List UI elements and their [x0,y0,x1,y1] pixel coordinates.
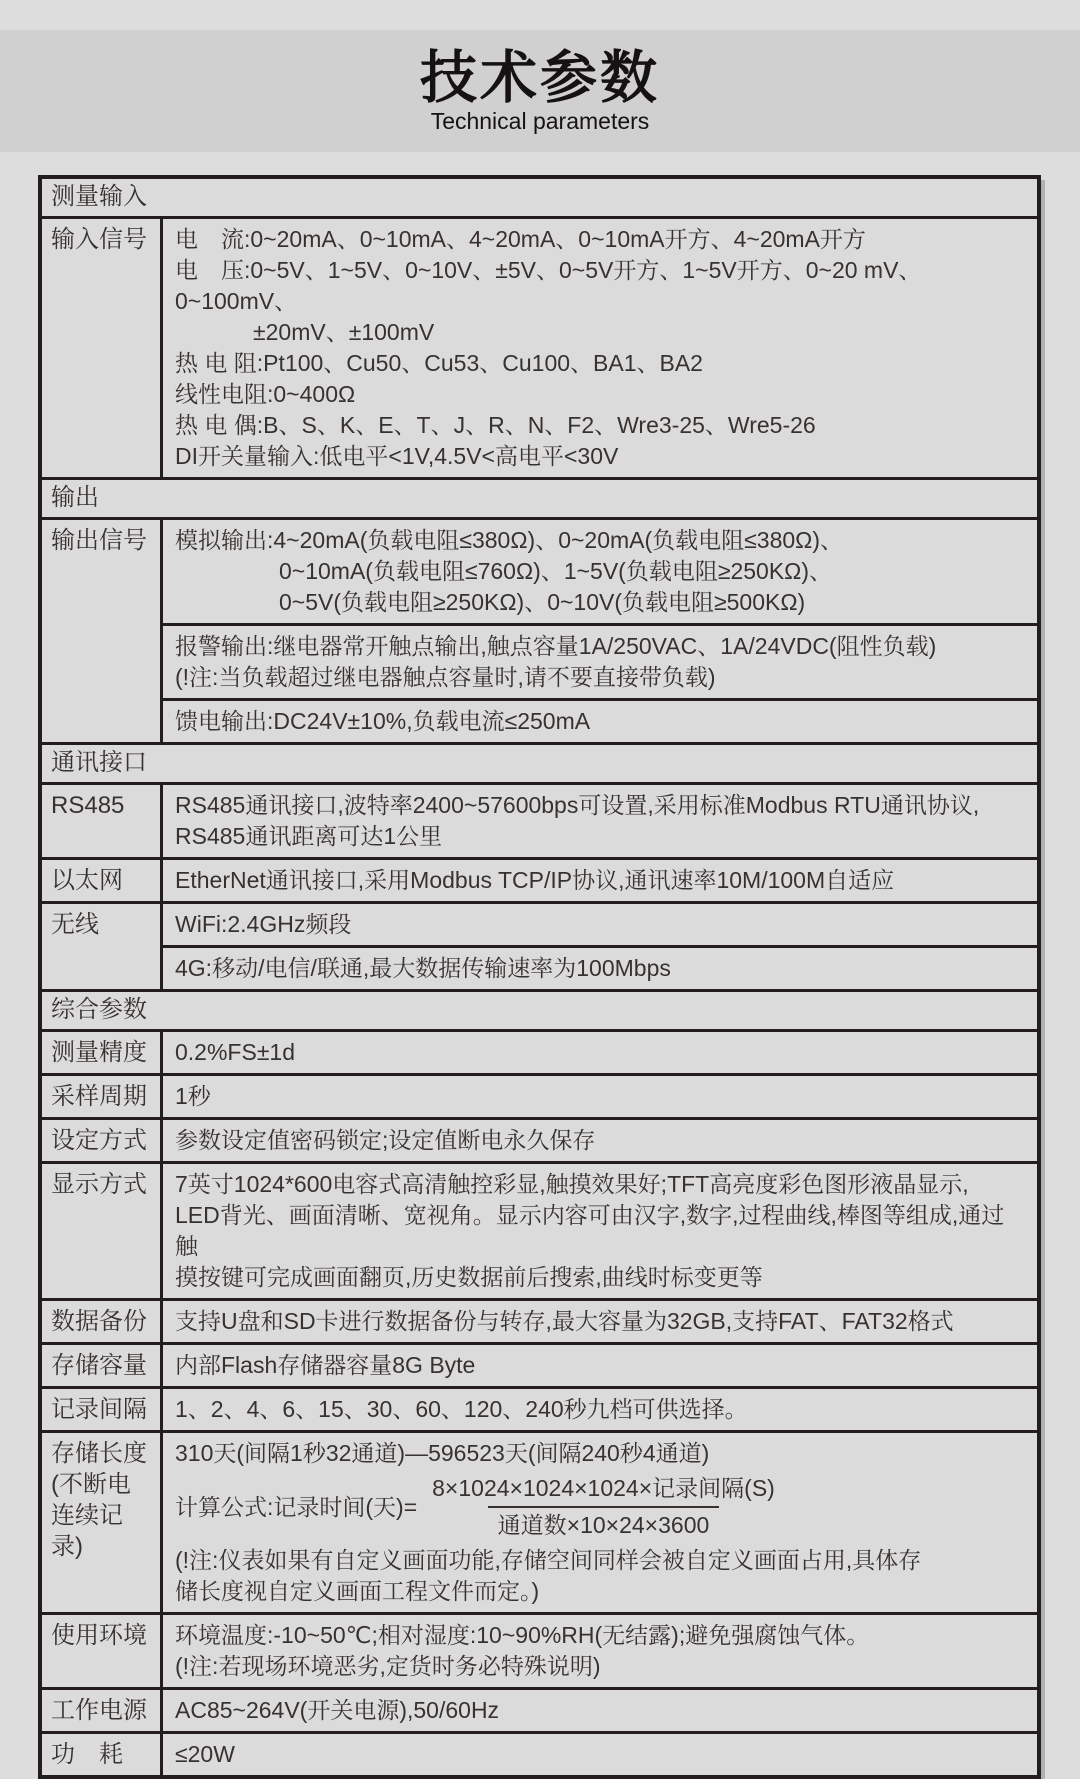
section-row-output [42,477,1037,517]
row-content [163,904,1037,989]
row-content [163,1032,1037,1073]
spec-table [38,175,1041,1779]
row-label: 记录间隔 [42,1389,163,1430]
row-content [163,1433,1037,1612]
row-label: 输入信号 [42,219,163,477]
spec-row-input-signal [42,216,1037,477]
spec-line: 0.2%FS±1d [175,1039,296,1065]
section-title: 综合参数 [51,996,147,1023]
spec-row-output-signal [42,517,1037,742]
spec-line: (!注:当负载超过继电器触点容量时,请不要直接带负载) [175,664,716,690]
page-title: 技术参数 [420,46,660,110]
section-title: 测量输入 [51,183,147,210]
spec-line: WiFi:2.4GHz频段 [175,911,352,937]
spec-line: 1、2、4、6、15、30、60、120、240秒九档可供选择。 [175,1396,748,1422]
spec-line: 1秒 [175,1083,211,1109]
spec-row-accuracy [42,1029,1037,1073]
section-row-measurement-input [42,179,1037,216]
title-band [0,30,1080,152]
spec-line: EtherNet通讯接口,采用Modbus TCP/IP协议,通讯速率10M/100M自适应 [175,867,895,893]
row-content [163,1164,1037,1298]
spec-line: 模拟输出:4~20mA(负载电阻≤380Ω)、0~20mA(负载电阻≤380Ω)、 [175,527,844,553]
row-label: 显示方式 [42,1164,163,1298]
page-subtitle: Technical parameters [430,108,650,134]
formula-prefix: 计算公式:记录时间(天)= [175,1493,418,1520]
spec-row-environment [42,1612,1037,1687]
spec-row-setting-method [42,1117,1037,1161]
spec-line: 摸按键可完成画面翻页,历史数据前后搜索,曲线时标变更等 [175,1264,763,1290]
spec-line: 馈电输出:DC24V±10%,负载电流≤250mA [175,708,591,734]
storage-formula [175,1469,1025,1545]
row-label: 以太网 [42,860,163,901]
row-content [163,1734,1037,1775]
spec-line: DI开关量输入:低电平<1V,4.5V<高电平<30V [175,443,619,469]
spec-line: (!注:若现场环境恶劣,定货时务必特殊说明) [175,1653,601,1679]
spec-line: 电 压:0~5V、1~5V、0~10V、±5V、0~5V开方、1~5V开方、0~20 mV、0~100mV、 [175,257,922,314]
spec-line: 0~5V(负载电阻≥250KΩ)、0~10V(负载电阻≥500KΩ) [279,589,806,615]
spec-line: ≤20W [175,1741,235,1767]
spec-row-data-backup [42,1298,1037,1342]
spec-line: ±20mV、±100mV [253,319,435,345]
section-title: 输出 [51,484,99,511]
spec-line: AC85~264V(开关电源),50/60Hz [175,1697,500,1723]
row-label [42,1433,163,1612]
spec-line: 4G:移动/电信/联通,最大数据传输速率为100Mbps [175,955,671,981]
spec-line: 电 流:0~20mA、0~10mA、4~20mA、0~10mA开方、4~20mA开方 [175,226,866,252]
row-content [163,785,1037,857]
subrow-4g [163,945,1037,989]
row-content [163,1076,1037,1117]
spec-line: LED背光、画面清晰、宽视角。显示内容可由汉字,数字,过程曲线,棒图等组成,通过触 [175,1202,1005,1259]
row-label: 设定方式 [42,1120,163,1161]
row-label-line: 存储长度 [51,1440,147,1467]
row-content [163,1615,1037,1687]
spec-line: RS485通讯接口,波特率2400~57600bps可设置,采用标准Modbus RTU通讯协议, [175,792,980,818]
spec-row-rs485 [42,782,1037,857]
spec-line: 内部Flash存储器容量8G Byte [175,1352,476,1378]
row-label: 测量精度 [42,1032,163,1073]
spec-row-display-mode [42,1161,1037,1298]
row-content [163,1690,1037,1731]
row-label: 无线 [42,904,163,989]
row-label-line: 连续记录) [51,1502,123,1560]
spec-line: 热 电 阻:Pt100、Cu50、Cu53、Cu100、BA1、BA2 [175,350,703,376]
spec-line: 报警输出:继电器常开触点输出,触点容量1A/250VAC、1A/24VDC(阻性负载) [175,633,937,659]
spec-line: (!注:仪表如果有自定义画面功能,存储空间同样会被自定义画面占用,具体存 [175,1547,922,1573]
row-content [163,860,1037,901]
subrow-alarm-output [163,623,1037,698]
row-label: 使用环境 [42,1615,163,1687]
spec-row-wireless [42,901,1037,989]
row-content [163,1389,1037,1430]
row-label: 输出信号 [42,520,163,742]
spec-row-power-consumption [42,1731,1037,1775]
row-content [163,520,1037,742]
row-content [163,219,1037,477]
row-label: 工作电源 [42,1690,163,1731]
spec-line: 0~10mA(负载电阻≤760Ω)、1~5V(负载电阻≥250KΩ)、 [279,558,833,584]
section-row-comm-interface [42,742,1037,782]
row-label-line: (不断电 [51,1471,131,1498]
row-label: RS485 [42,785,163,857]
spec-line: 热 电 偶:B、S、K、E、T、J、R、N、F2、Wre3-25、Wre5-26 [175,412,816,438]
section-title: 通讯接口 [51,749,147,776]
row-label: 采样周期 [42,1076,163,1117]
spec-line: 储长度视自定义画面工程文件而定。) [175,1578,540,1604]
formula-fraction [422,1473,785,1541]
row-content [163,1345,1037,1386]
subrow-analog-output [163,520,1037,623]
spec-line: 线性电阻:0~400Ω [175,381,356,407]
spec-row-storage-length [42,1430,1037,1612]
spec-row-power-supply [42,1687,1037,1731]
spec-line: 参数设定值密码锁定;设定值断电永久保存 [175,1127,596,1153]
row-content [163,1301,1037,1342]
subrow-wifi [163,904,1037,945]
row-label: 功 耗 [42,1734,163,1775]
spec-line: 310天(间隔1秒32通道)—596523天(间隔240秒4通道) [175,1440,710,1466]
row-label: 数据备份 [42,1301,163,1342]
spec-row-record-interval [42,1386,1037,1430]
spec-line: 环境温度:-10~50℃;相对湿度:10~90%RH(无结露);避免强腐蚀气体。 [175,1622,870,1648]
formula-numerator: 8×1024×1024×1024×记录间隔(S) [432,1475,775,1501]
spec-row-ethernet [42,857,1037,901]
spec-line: 支持U盘和SD卡进行数据备份与转存,最大容量为32GB,支持FAT、FAT32格式 [175,1308,954,1334]
spec-line: 7英寸1024*600电容式高清触控彩显,触摸效果好;TFT高亮度彩色图形液晶显示, [175,1171,969,1197]
formula-denominator: 通道数×10×24×3600 [488,1506,720,1541]
section-row-general-params [42,989,1037,1029]
spec-row-storage-capacity [42,1342,1037,1386]
spec-line: RS485通讯距离可达1公里 [175,823,443,849]
spec-row-sampling-period [42,1073,1037,1117]
subrow-feed-output [163,698,1037,742]
row-content [163,1120,1037,1161]
row-label: 存储容量 [42,1345,163,1386]
